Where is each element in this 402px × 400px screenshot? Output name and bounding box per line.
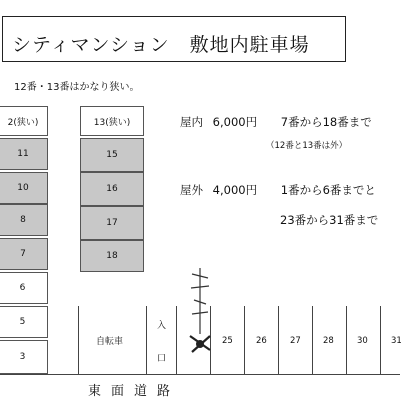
divider bbox=[78, 306, 79, 374]
divider bbox=[244, 306, 245, 374]
page-title: シティマンション 敷地内駐車場 bbox=[12, 34, 310, 56]
divider bbox=[0, 374, 400, 375]
divider bbox=[278, 306, 279, 374]
parking-spot-label: 26 bbox=[256, 336, 267, 346]
parking-spot: 15 bbox=[80, 138, 144, 172]
outdoor-label: 屋外 bbox=[180, 183, 203, 197]
indoor-label: 屋内 bbox=[180, 115, 203, 129]
parking-spot: 8 bbox=[0, 204, 48, 236]
parking-spot: 11 bbox=[0, 138, 48, 170]
parking-spot: 18 bbox=[80, 240, 144, 272]
parking-spot: 3 bbox=[0, 340, 48, 374]
parking-spot: 6 bbox=[0, 272, 48, 304]
parking-spot-label: 31 bbox=[391, 336, 402, 346]
indoor-exclusion: （12番と13番は外） bbox=[266, 141, 348, 151]
parking-spot-label: 30 bbox=[357, 336, 368, 346]
narrow-note: 12番・13番はかなり狭い。 bbox=[14, 82, 140, 93]
left-column-header: 2(狭い) bbox=[0, 106, 48, 136]
handwritten-annotation bbox=[186, 264, 214, 354]
parking-spot-label: 28 bbox=[323, 336, 334, 346]
mid-column-header: 13(狭い) bbox=[80, 106, 144, 136]
parking-spot: 7 bbox=[0, 238, 48, 270]
parking-spot: 10 bbox=[0, 172, 48, 204]
entrance-label-bottom: 口 bbox=[157, 354, 167, 364]
outdoor-info bbox=[180, 182, 376, 198]
indoor-price: 6,000円 bbox=[212, 115, 258, 129]
divider bbox=[346, 306, 347, 374]
parking-spot-label: 27 bbox=[290, 336, 301, 346]
outdoor-range-1: 1番から6番までと bbox=[280, 183, 376, 197]
divider bbox=[312, 306, 313, 374]
handwriting-icon bbox=[186, 264, 214, 354]
indoor-info bbox=[180, 114, 372, 130]
parking-spot: 17 bbox=[80, 206, 144, 240]
divider bbox=[380, 306, 381, 374]
outdoor-range-2: 23番から31番まで bbox=[280, 213, 379, 227]
divider bbox=[176, 306, 177, 374]
parking-spot-label: 25 bbox=[222, 336, 233, 346]
outdoor-price: 4,000円 bbox=[212, 183, 258, 197]
entrance-label-top: 入 bbox=[157, 321, 167, 331]
indoor-range: 7番から18番まで bbox=[280, 115, 372, 129]
bicycle-label: 自転車 bbox=[96, 337, 124, 347]
divider bbox=[146, 306, 147, 374]
road-label: 東面道路 bbox=[88, 384, 181, 399]
parking-spot: 5 bbox=[0, 306, 48, 338]
parking-spot: 16 bbox=[80, 172, 144, 206]
